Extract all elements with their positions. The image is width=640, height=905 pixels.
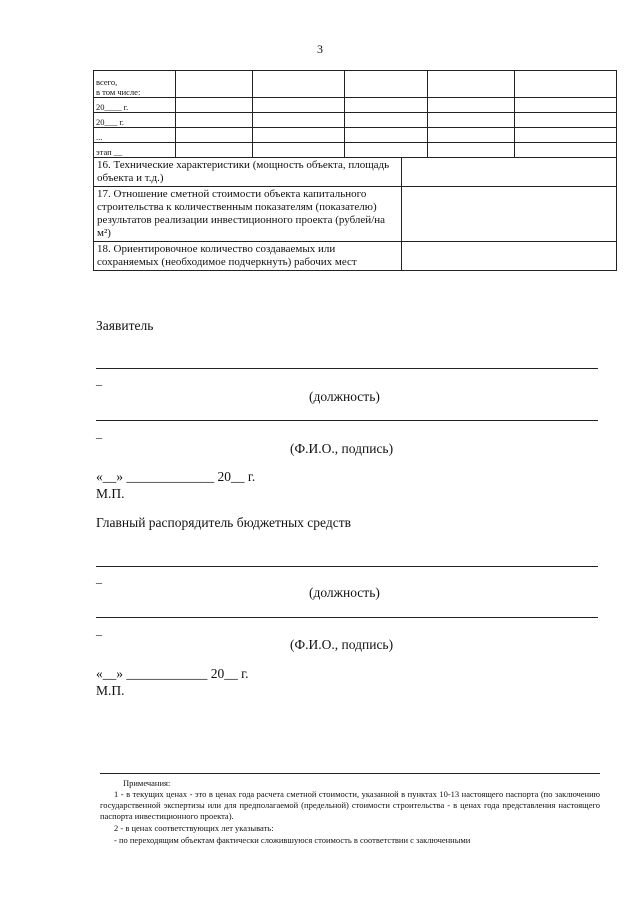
item-16-label: 16. Технические характеристики (мощность объекта, площадь объекта и т.д.) <box>94 158 402 187</box>
table-cell <box>345 98 428 113</box>
page-number: 3 <box>317 42 323 56</box>
table-row <box>94 158 617 187</box>
applicant-date-line: «__» _____________ 20__ г. <box>96 469 256 484</box>
footnote-divider <box>100 773 600 774</box>
dash-mark: _ <box>96 571 102 585</box>
table-cell <box>428 98 515 113</box>
table-row <box>94 71 617 98</box>
table-cell <box>515 128 617 143</box>
item-17-value <box>402 187 617 242</box>
item-17-label: 17. Отношение сметной стоимости объекта капитального строительства к количественным показателям (показателю) результатов реализации инвестиционного проекта (рублей/на м²) <box>94 187 402 242</box>
table-cell <box>515 143 617 158</box>
table-cell <box>428 113 515 128</box>
row-label-year: 20___ г. <box>94 113 176 128</box>
item-18-value <box>402 242 617 271</box>
table-cell <box>253 71 345 98</box>
table-cell <box>176 71 253 98</box>
table-cell <box>176 143 253 158</box>
table-cell <box>428 128 515 143</box>
row-label-total: всего, в том числе: <box>94 71 176 98</box>
applicant-name-line <box>96 420 598 421</box>
table-cell <box>253 143 345 158</box>
dash-mark: _ <box>96 426 102 440</box>
table-cell <box>515 98 617 113</box>
characteristics-table <box>93 157 617 271</box>
manager-position-line <box>96 566 598 567</box>
note-item: 2 - в ценах соответствующих лет указывать: <box>114 823 274 833</box>
table-cell <box>515 71 617 98</box>
budget-manager-heading: Главный распорядитель бюджетных средств <box>96 515 351 530</box>
table-cell <box>253 128 345 143</box>
funding-grid-table <box>93 70 617 158</box>
manager-stamp: М.П. <box>96 683 125 698</box>
manager-position-caption: (должность) <box>309 585 380 600</box>
applicant-position-line <box>96 368 598 369</box>
table-cell <box>515 113 617 128</box>
manager-name-line <box>96 617 598 618</box>
table-cell <box>176 113 253 128</box>
notes-title: Примечания: <box>123 778 171 788</box>
dash-mark: _ <box>96 623 102 637</box>
dash-mark: _ <box>96 373 102 387</box>
row-label-ellipsis: ... <box>94 128 176 143</box>
row-label-year: 20____ г. <box>94 98 176 113</box>
table-row <box>94 187 617 242</box>
table-row <box>94 98 617 113</box>
table-row <box>94 113 617 128</box>
table-cell <box>253 98 345 113</box>
applicant-stamp: М.П. <box>96 486 125 501</box>
table-cell <box>428 71 515 98</box>
applicant-name-caption: (Ф.И.О., подпись) <box>290 441 394 456</box>
table-cell <box>253 113 345 128</box>
table-cell <box>345 128 428 143</box>
manager-date-line: «__» ____________ 20__ г. <box>96 666 249 681</box>
table-row <box>94 143 617 158</box>
note-item: - по переходящим объектам фактически сложившуюся стоимость в соответствии с заключенными <box>114 835 471 845</box>
table-cell <box>345 113 428 128</box>
manager-name-caption: (Ф.И.О., подпись) <box>290 637 394 652</box>
item-18-label: 18. Ориентировочное количество создаваемых или сохраняемых (необходимое подчеркнуть) рабочих мест <box>94 242 402 271</box>
table-cell <box>345 71 428 98</box>
row-label-stage: этап __ <box>94 143 176 158</box>
table-row <box>94 128 617 143</box>
item-16-value <box>402 158 617 187</box>
table-cell <box>176 128 253 143</box>
table-cell <box>428 143 515 158</box>
table-row <box>94 242 617 271</box>
table-cell <box>176 98 253 113</box>
table-cell <box>345 143 428 158</box>
applicant-heading: Заявитель <box>96 318 154 333</box>
note-item: 1 - в текущих ценах - это в ценах года расчета сметной стоимости, указанной в пунктах 10-13 настоящего паспорта (по заключению государственной экспертизы или для предполагаемой (предельной) стоимости строительства - в ценах года представления настоящего паспорта инвестиционного проекта). <box>100 789 600 821</box>
applicant-position-caption: (должность) <box>309 389 380 404</box>
